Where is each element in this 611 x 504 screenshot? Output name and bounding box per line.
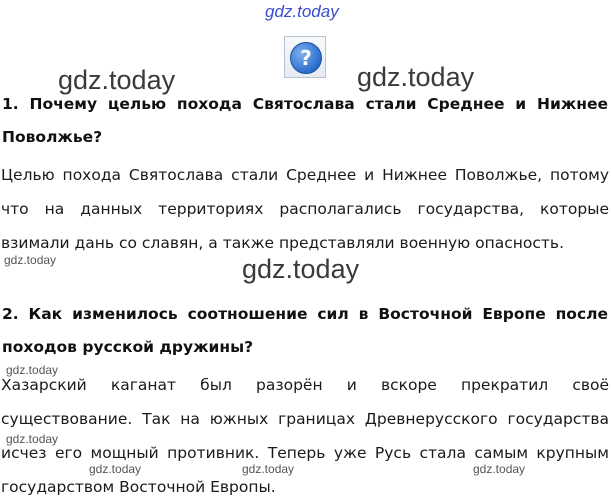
watermark-small: gdz.today bbox=[473, 462, 526, 476]
question-1: 1. Почему целью похода Святослава стали Среднее и Нижнее Поволжье? bbox=[2, 95, 608, 146]
watermark-small: gdz.today bbox=[6, 432, 59, 446]
watermark-small: gdz.today bbox=[242, 462, 295, 476]
watermark-left: gdz.today bbox=[58, 65, 176, 95]
answer-2: Хазарский каганат был разорён и вскоре прекратил своё существование. Так на южных границах Древнерусского государства исчез его мощный противник. Теперь уже Русь стала самым крупным государством Восточной Европы. bbox=[1, 376, 609, 496]
watermark-small: gdz.today bbox=[4, 253, 57, 267]
watermark-middle: gdz.today bbox=[242, 254, 360, 284]
help-icon-frame bbox=[284, 36, 326, 78]
watermark-small: gdz.today bbox=[6, 363, 59, 377]
watermark-right: gdz.today bbox=[357, 62, 475, 92]
watermark-small: gdz.today bbox=[89, 462, 142, 476]
question-2: 2. Как изменилось соотношение сил в Восточной Европе после походов русской дружины? bbox=[2, 305, 608, 356]
watermark-top: gdz.today bbox=[265, 2, 339, 21]
question-mark-icon: ? bbox=[290, 42, 322, 74]
answer-1: Целью похода Святослава стали Среднее и Нижнее Поволжье, потому что на данных территориях располагались государства, которые взимали дань со славян, а также представляли военную опасность. bbox=[1, 166, 609, 252]
